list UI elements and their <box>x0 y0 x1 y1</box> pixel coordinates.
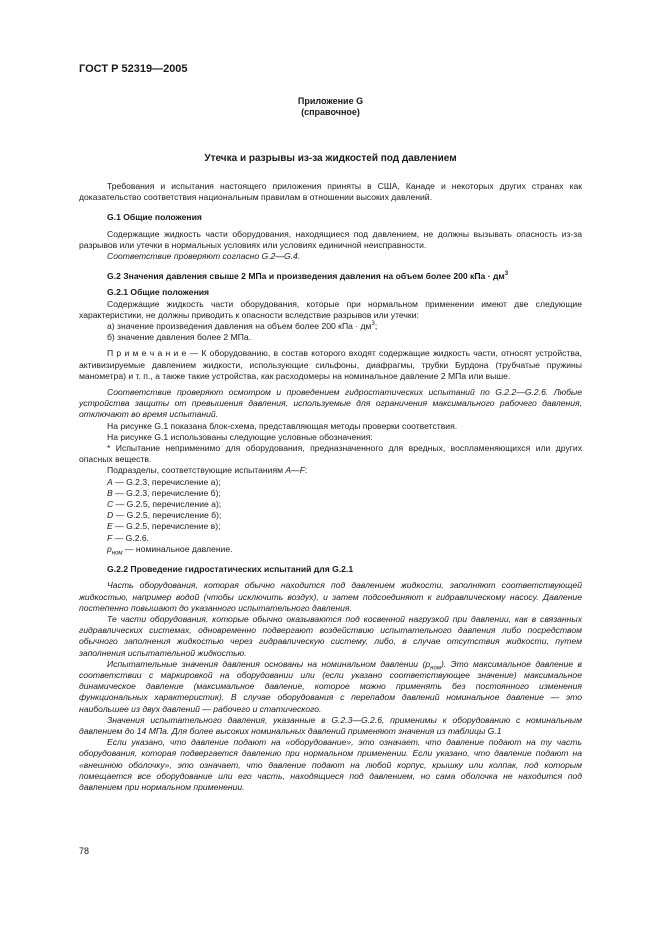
note-paragraph: П р и м е ч а н и е — К оборудованию, в состав которого входят содержащие жидкость части, относят устройства, активизируемые давлением жидкости, использующие сильфоны, диафрагмы, трубки Бурдона (трубчатые пружины манометра) и т. п., а также такие устройства, как расходомеры на номинальное давление 2 МПа или выше. <box>79 348 582 381</box>
test-item-e: E — G.2.5, перечисление в); <box>107 521 221 532</box>
g22-paragraph-2: Те части оборудования, которые обычно оказываются под косвенной нагрузкой при давлении, как в связанных гидравлических системах, одновременно подвергают воздействию испытательного давления либо посредством обычного заполнения жидкостью через гидравлическую систему, либо, в случае отсутствия жидкости, путем заполнения испытательной жидкостью. <box>79 613 582 658</box>
test-item-b: B — G.2.3, перечисление б); <box>107 487 221 498</box>
note-label: П р и м е ч а н и е <box>107 348 187 359</box>
standard-number: ГОСТ Р 52319—2005 <box>79 63 188 75</box>
pnom-definition: $p_{ном}$ — номинальное давление. <box>107 543 233 557</box>
symbols-reference: На рисунке G.1 использованы следующие условные обозначения: <box>107 431 373 442</box>
section-g1-compliance: Соответствие проверяют согласно G.2—G.4. <box>107 251 301 262</box>
g22-paragraph-5: Если указано, что давление подают на «оборудование», это означает, что давление подают на ту часть оборудования, которая подвергается давлению при нормальном применении. Если указано, что давление подают на «внешнюю оболочку», это означает, что давление подают на любой корпус, крышку или колпак, под которым помещается все оборудование или его часть, находящиеся под давлением, но сама оболочка не находится под давлением при нормальном применении. <box>79 737 582 792</box>
list-item-b: б) значение давления более 2 МПа. <box>107 332 252 343</box>
g22-paragraph-4: Значения испытательного давления, указанные в G.2.3—G.2.6, применимы к оборудованию с номинальным давлением до 14 МПа. Для более высоких номинальных давлений применяют значения из таблицы G.1 <box>79 714 582 736</box>
appendix-label: Приложение G <box>297 96 364 106</box>
section-g22-heading: G.2.2 Проведение гидростатических испытаний для G.2.1 <box>107 564 354 575</box>
section-g21-heading: G.2.1 Общие положения <box>107 287 210 298</box>
section-g21-text: Содержащие жидкость части оборудования, которые при нормальном применении имеют две следующие характеристики, не должны приводить к опасности вследствие разрывов или утечки: <box>79 298 582 320</box>
section-g1-heading: G.1 Общие положения <box>107 212 202 223</box>
appendix-type: (справочное) <box>301 107 360 117</box>
compliance-paragraph: Соответствие проверяют осмотром и проведением гидростатических испытаний по G.2.2—G.2.6. Любые устройства защиты от превышения давления, используемые для ограничения максимального рабочего давления, отключают во время испытаний. <box>79 387 582 420</box>
g22-paragraph-3: Испытательные значения давления основаны на номинальном давлении $(p_{ном})$. Это максимальное давление в соответствии с маркировкой на оборудовании или (если указано соответствующее значение) максимальное динамическое давление (максимальное давление, которое можно применять без постоянного изменения функциональных характеристик). В случае оборудования с перепадом давлений номинальное давление — это наибольшее из двух давлений — рабочего и статического. <box>79 658 582 714</box>
document-title: Утечка и разрывы из-за жидкостей под давлением <box>204 153 457 164</box>
test-item-c: C — G.2.5, перечисление а); <box>107 499 222 510</box>
star-note: * Испытание неприменимо для оборудования, предназначенного для вредных, воспламеняющихся или других опасных веществ. <box>79 443 582 465</box>
section-g2-heading: G.2 Значения давления свыше 2 МПа и произведения давления на объем более 200 кПа · $дм^3$ <box>107 271 509 282</box>
figure-reference: На рисунке G.1 показана блок-схема, представляющая методы проверки соответствия. <box>107 420 458 431</box>
test-item-a: A — G.2.3, перечисление а); <box>107 476 221 487</box>
test-item-f: F — G.2.6. <box>107 532 150 543</box>
appendix-heading <box>79 96 582 118</box>
section-g1-text: Содержащие жидкость части оборудования, находящиеся под давлением, не должны вызывать опасность из-за разрывов или утечки в нормальных условиях или условиях единичной неисправности. <box>79 228 582 250</box>
intro-paragraph: Требования и испытания настоящего приложения приняты в США, Канаде и некоторых других странах как доказательство соответствия национальным правилам в отношении высоких давлений. <box>79 181 582 203</box>
subsections-intro: Подразделы, соответствующие испытаниям A—F: <box>107 465 308 476</box>
list-item-a: а) значение произведения давления на объем более 200 кПа · $дм^3$; <box>107 321 378 332</box>
page-number: 78 <box>79 846 90 856</box>
test-item-d: D — G.2.5, перечисление б); <box>107 510 222 521</box>
g22-paragraph-1: Часть оборудования, которая обычно находится под давлением жидкости, заполняют соответствующей жидкостью, например водой (чтобы исключить воздух), и затем подсоединяют к гидравлическому насосу. Давление постепенно повышают до указанного испытательного давления. <box>79 580 582 613</box>
document-body <box>79 181 582 793</box>
